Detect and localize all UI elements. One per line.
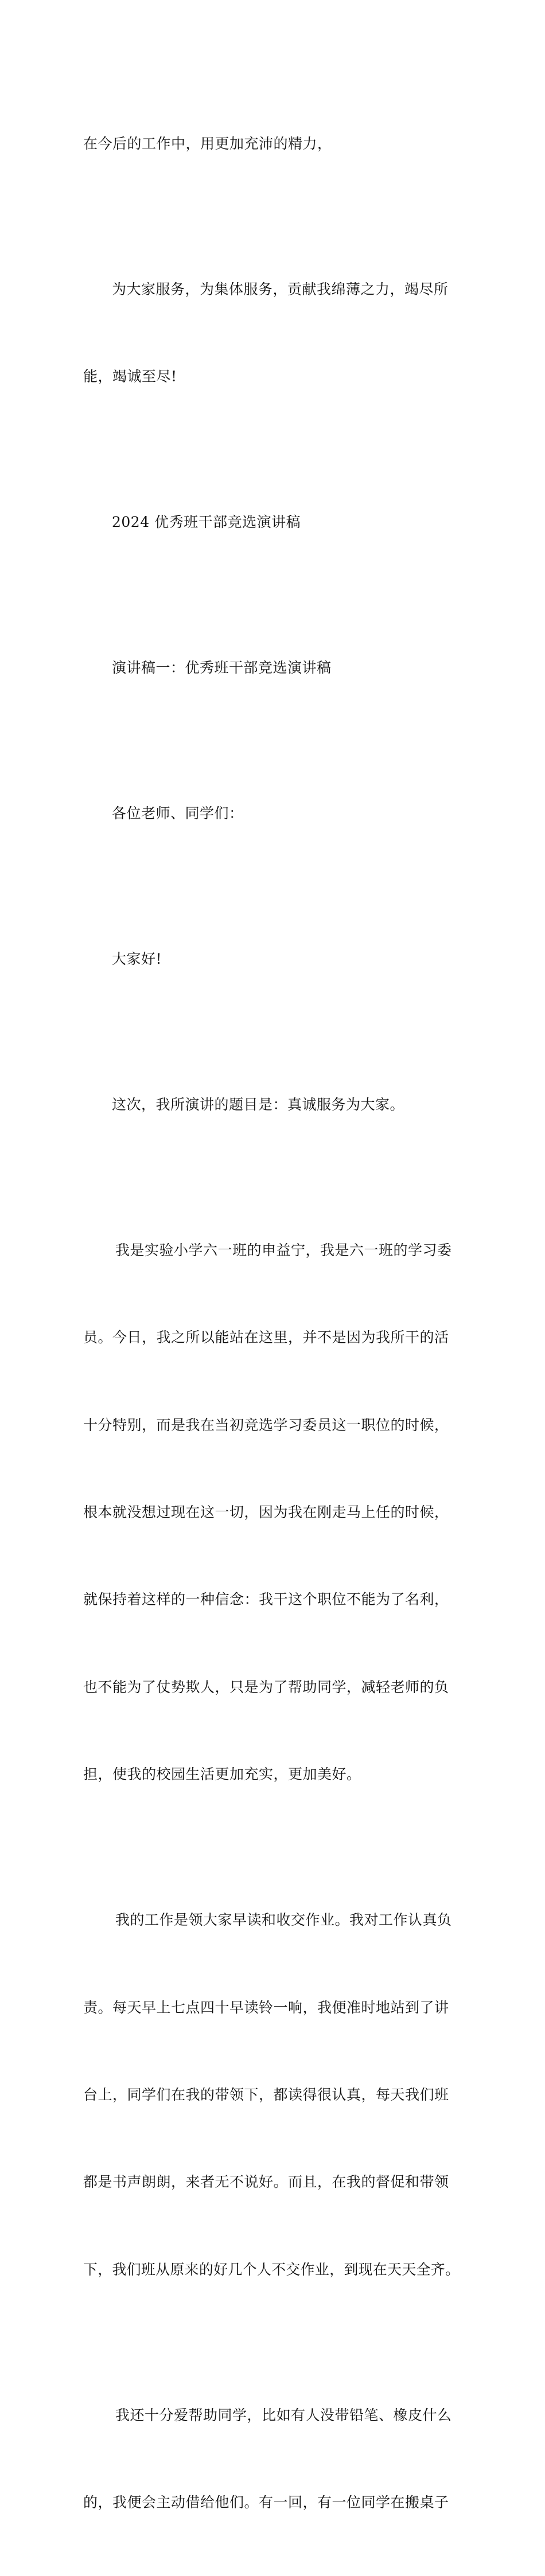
paragraph [83,217,463,449]
text-line: 员。今日，我之所以能站在这里，并不是因为我所干的活 [83,1329,449,1346]
document-body [83,71,463,2576]
greeting [83,886,463,1032]
text-line: 就保持着这样的一种信念：我干这个职位不能为了名利， [83,1591,449,1608]
text-line: 在今后的工作中，用更加充沛的精力， [83,135,332,152]
text-line: 都是书声朗朗，来者无不说好。而且，在我的督促和带领 [83,2174,449,2191]
text-line: 下，我们班从原来的好几个人不交作业，到现在天天全齐。 [83,2261,460,2278]
text-line: 我的工作是领大家早读和收交作业。我对工作认真负 [115,1912,452,1929]
text-line: 担，使我的校园生活更加充实，更加美好。 [83,1766,361,1783]
text-line: 十分特别，而是我在当初竞选学习委员这一职位的时候， [83,1416,449,1433]
text-line: 责。每天早上七点四十早读铃一响，我便准时地站到了讲 [83,1999,449,2016]
text-line: 台上，同学们在我的带领下，都读得很认真，每天我们班 [83,2086,449,2103]
paragraph [83,1178,463,1847]
paragraph [83,71,463,217]
text-line: 的，我便会主动借给他们。有一回，有一位同学在搬桌子 [83,2494,449,2511]
text-line: 能，竭诚至尽! [83,368,177,385]
text-line: 2024 优秀班干部竞选演讲稿 [112,513,301,530]
heading-speech-one [83,595,463,741]
salutation [83,741,463,886]
text-line: 各位老师、同学们： [112,804,244,822]
paragraph [83,1848,463,2343]
text-line: 根本就没想过现在这一切，因为我在刚走马上任的时候， [83,1504,449,1521]
text-line: 为大家服务，为集体服务，贡献我绵薄之力，竭尽所 [112,280,449,298]
paragraph [83,1032,463,1178]
text-line: 这次，我所演讲的题目是：真诚服务为大家。 [112,1096,405,1113]
text-line: 也不能为了仗势欺人，只是为了帮助同学，减轻老师的负 [83,1678,449,1695]
paragraph [83,2343,463,2575]
heading-year-title [83,449,463,595]
text-line: 演讲稿一：优秀班干部竞选演讲稿 [112,659,332,676]
text-line: 我还十分爱帮助同学，比如有人没带铅笔、橡皮什么 [115,2406,452,2423]
text-line: 大家好! [112,950,162,967]
text-line: 我是实验小学六一班的申益宁，我是六一班的学习委 [115,1241,452,1258]
